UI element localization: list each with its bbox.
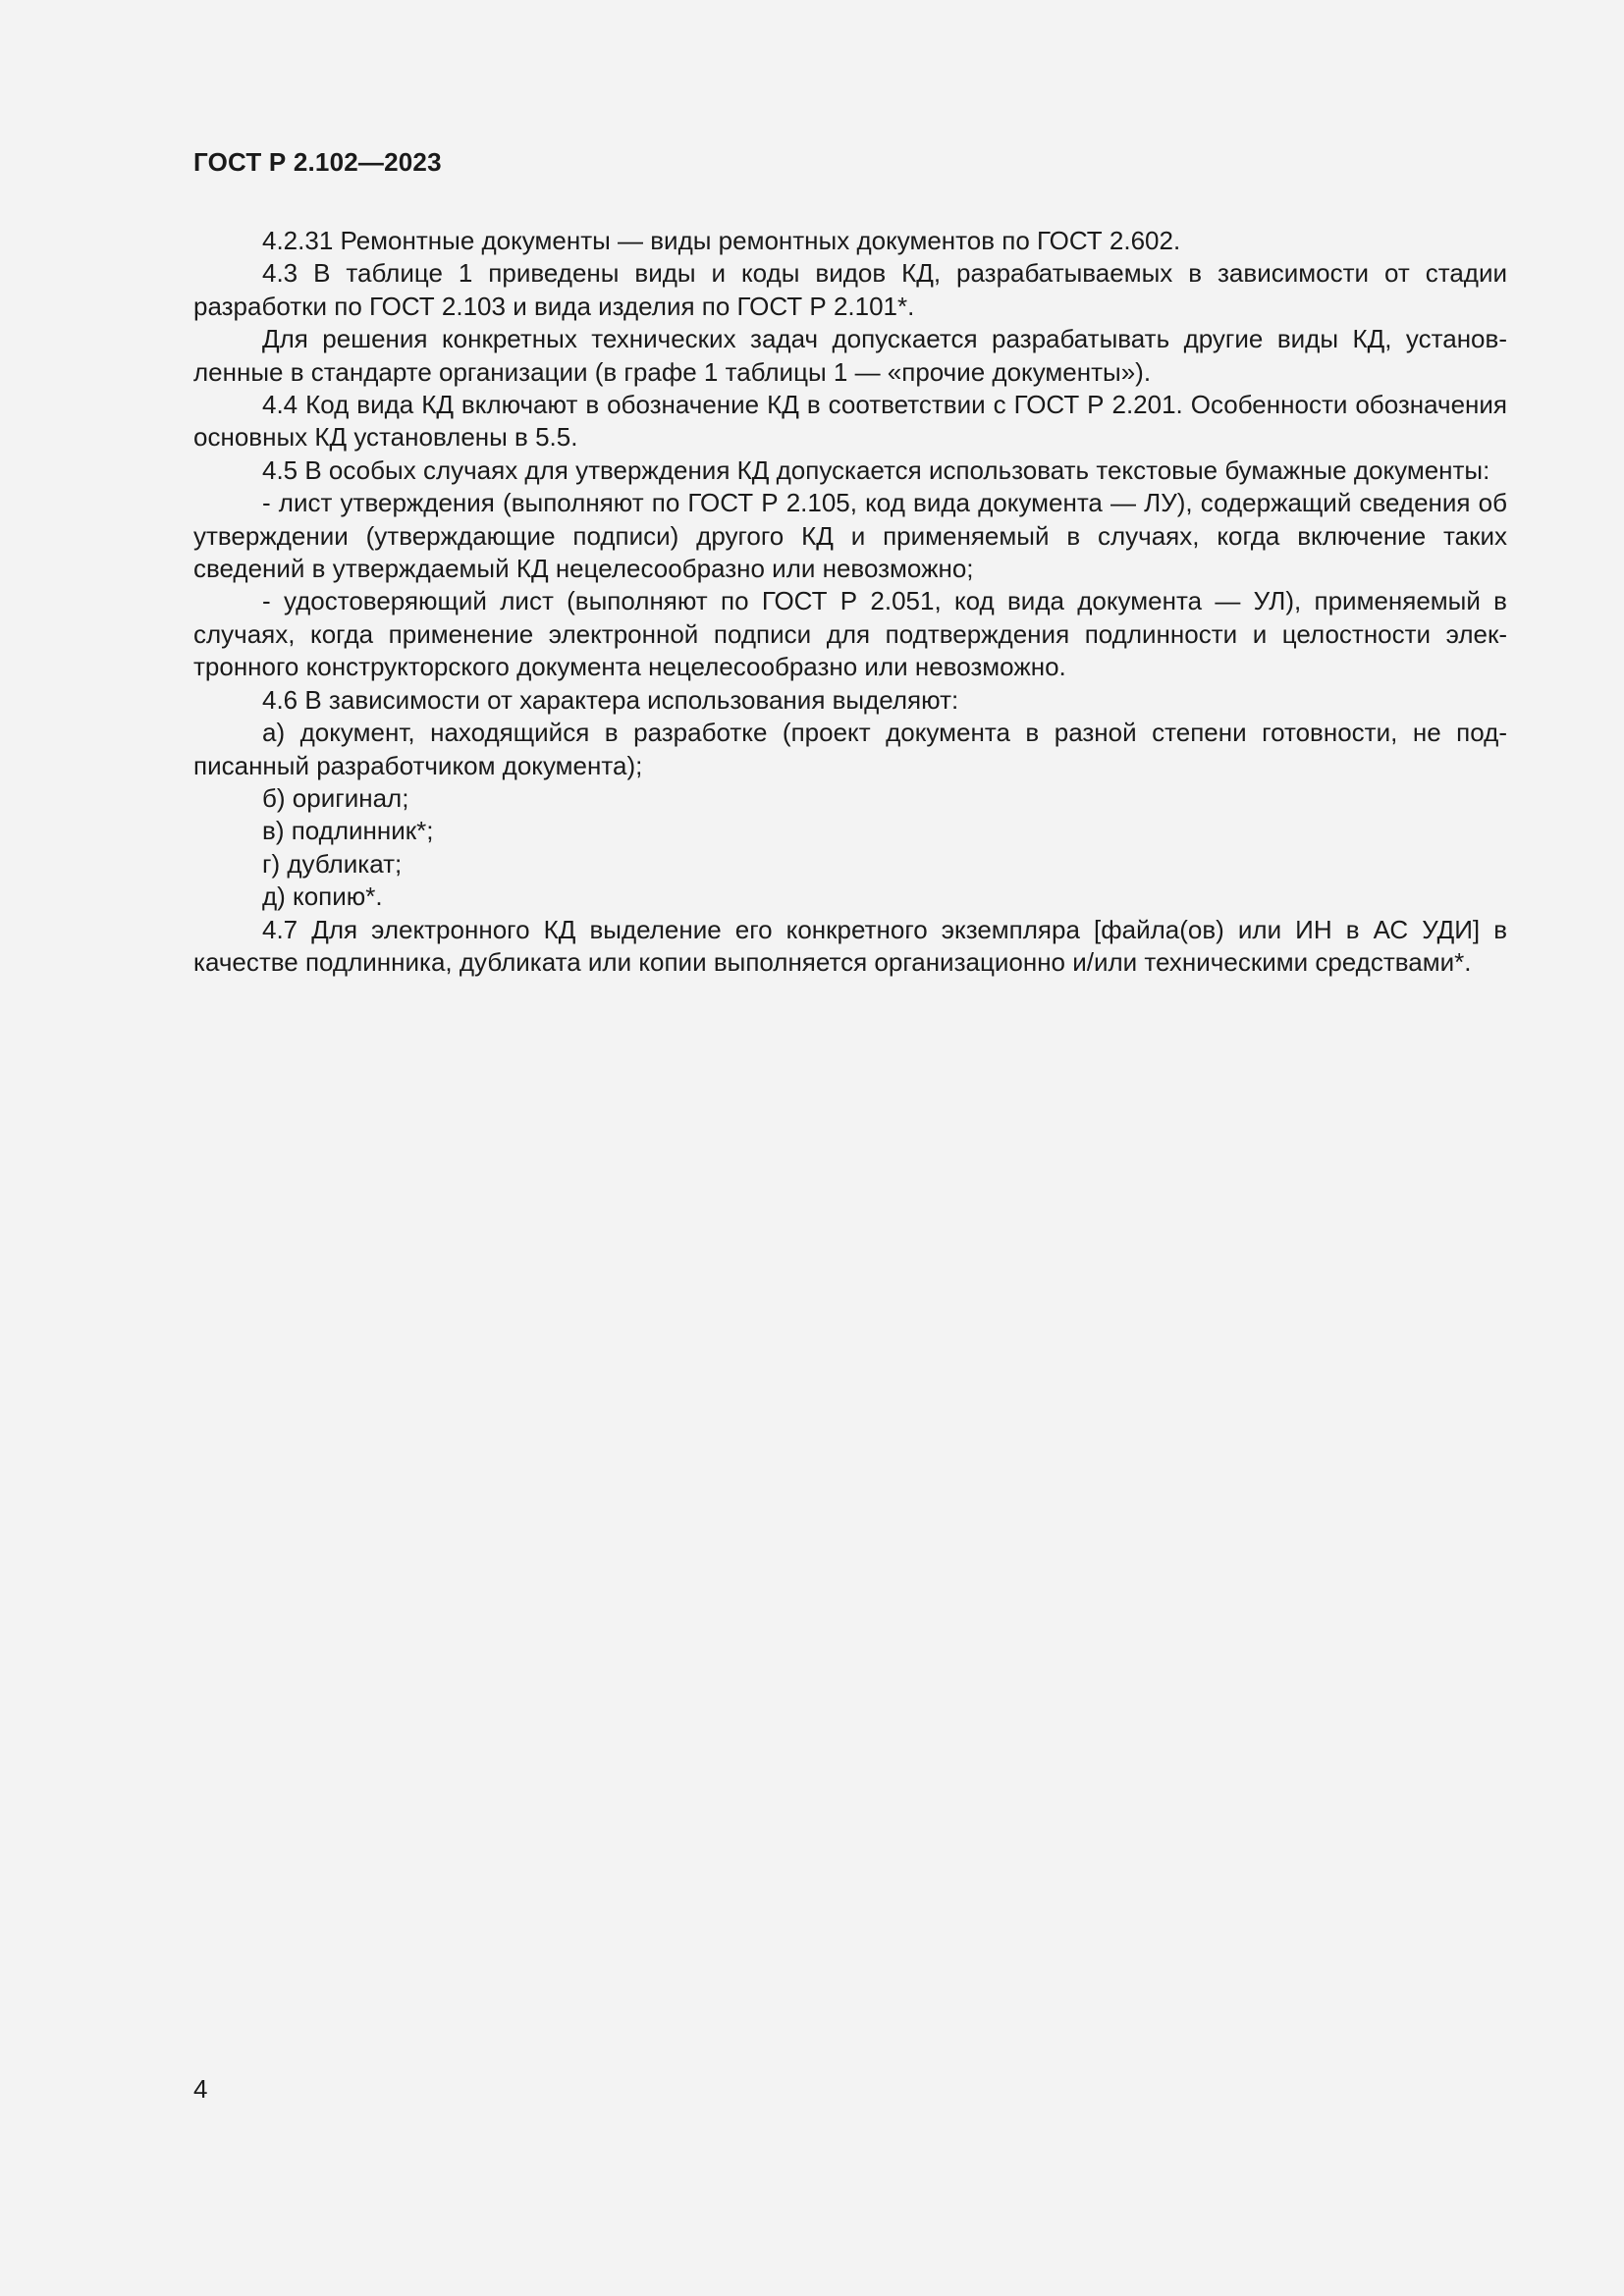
paragraph-4-3-note: Для решения конкретных технических задач допускается разрабатывать другие виды КД, установленные в стандарте организации (в графе 1 таблицы 1 — «прочие документы»). [193,324,1507,387]
list-item-approval-sheet: - лист утверждения (выполняют по ГОСТ Р 2.105, код вида документа — ЛУ), содержащий сведения об утверждении (утверждающие подписи) другого КД и применяемый в случаях, когда включение таких сведений в утверждаемый КД нецелесообразно или невозможно; [193,488,1507,584]
paragraph-4-3: 4.3 В таблице 1 приведены виды и коды видов КД, разрабатываемых в зависимости от стадии разработки по ГОСТ 2.103 и вида изделия по ГОСТ Р 2.101*. [193,258,1507,321]
paragraph-4-7: 4.7 Для электронного КД выделение его конкретного экземпляра [файла(ов) или ИН в АС УДИ] в качестве подлинника, дубликата или копии выполняется организационно и/или техническими средствами*. [193,914,1507,977]
list-item-g: г) дубликат; [262,848,403,879]
running-head: ГОСТ Р 2.102—2023 [193,147,442,177]
list-item-a: а) документ, находящийся в разработке (проект документа в разной степени готовности, не подписанный разработчиком документа); [193,718,1507,780]
paragraph-4-4: 4.4 Код вида КД включают в обозначение КД в соответствии с ГОСТ Р 2.201. Особенности обозначения основных КД установлены в 5.5. [193,390,1507,453]
paragraph-4-2-31: 4.2.31 Ремонтные документы — виды ремонтных документов по ГОСТ 2.602. [262,226,1181,255]
page-number: 4 [193,2074,208,2104]
paragraph-4-5: 4.5 В особых случаях для утверждения КД допускается использовать текстовые бумажные документы: [262,454,1490,485]
paragraph-4-6: 4.6 В зависимости от характера использования выделяют: [262,684,959,715]
list-item-v: в) подлинник*; [262,816,434,846]
list-item-d: д) копию*. [262,881,383,912]
body-text [193,225,1507,979]
list-item-b: б) оригинал; [262,782,409,813]
list-item-certifying-sheet: - удостоверяющий лист (выполняют по ГОСТ Р 2.051, код вида документа — УЛ), применяемый в случаях, когда применение электронной подписи для подтверждения подлинности и целостности электронного конструкторского документа нецелесообразно или невозможно. [193,586,1507,682]
